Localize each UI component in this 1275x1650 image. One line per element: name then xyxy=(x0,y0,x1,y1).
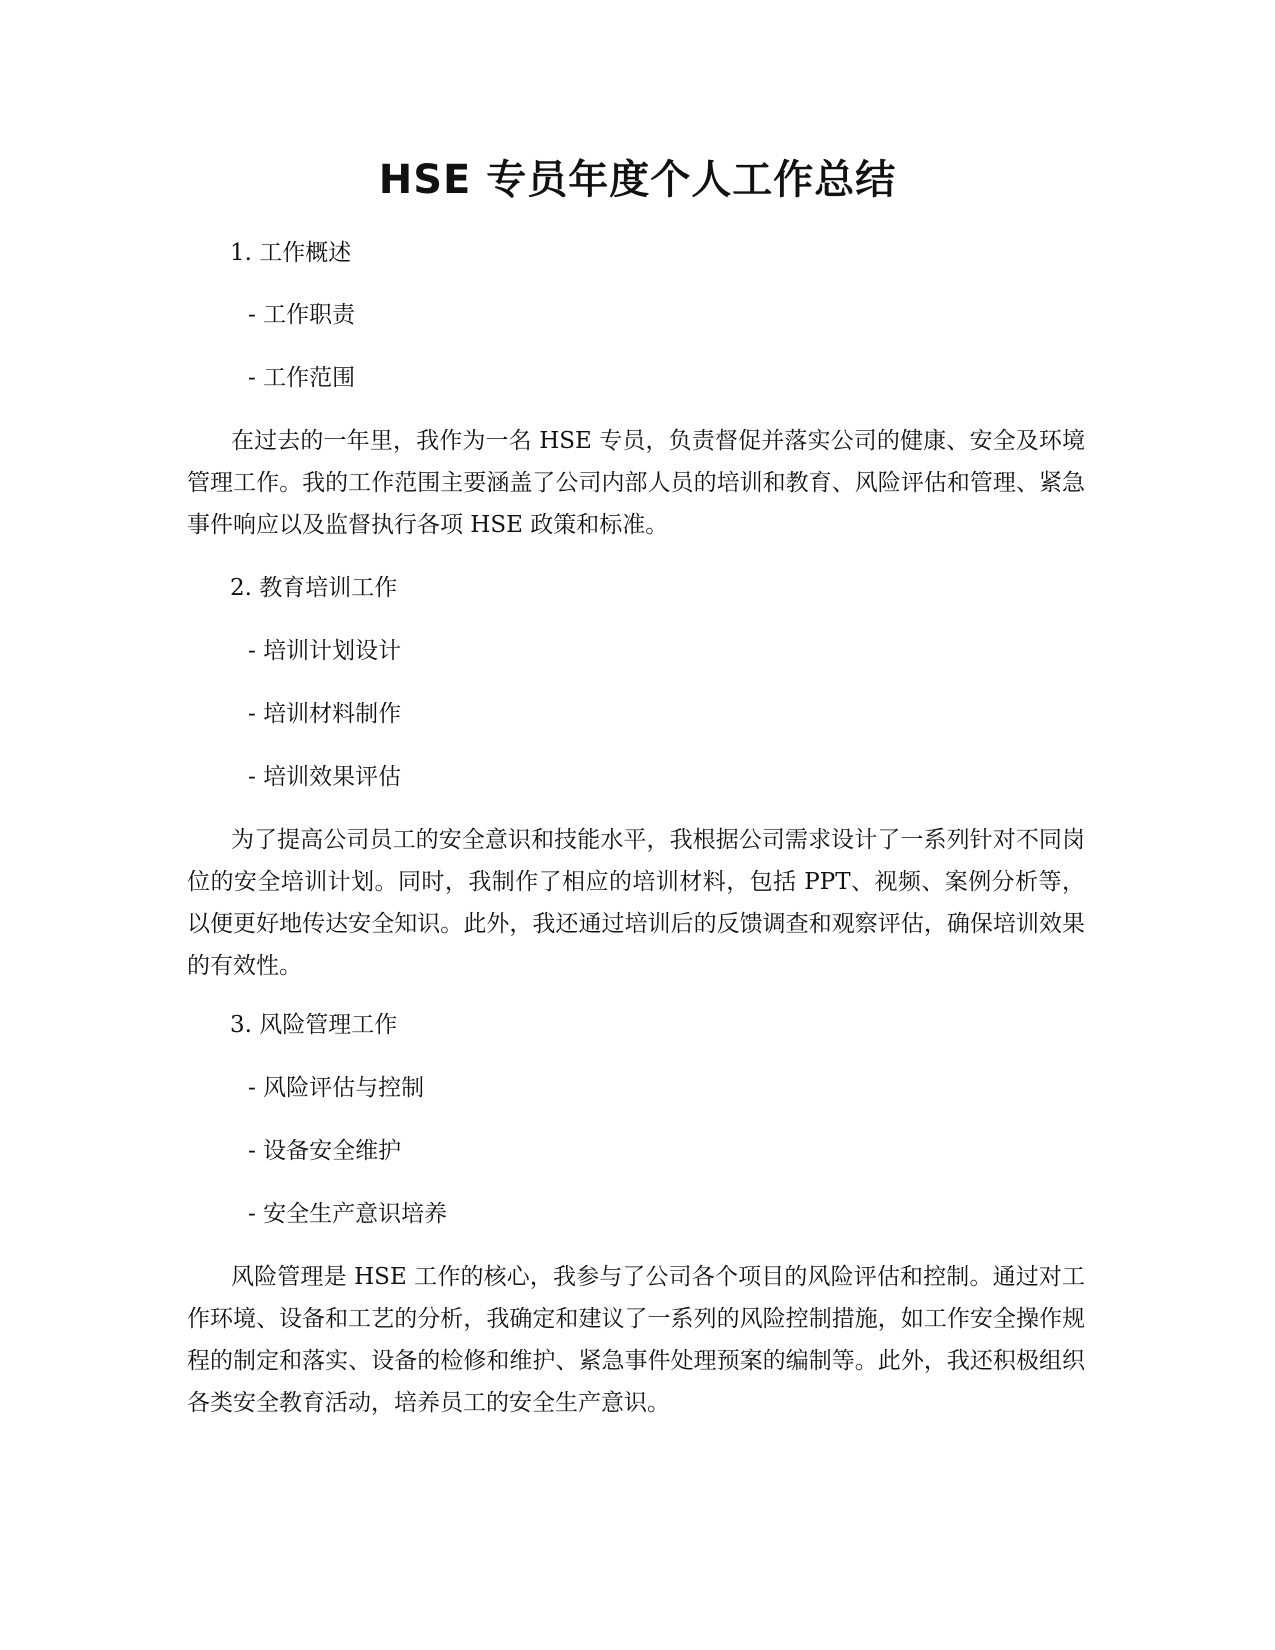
document-title: HSE 专员年度个人工作总结 xyxy=(378,157,897,203)
section-item: - 安全生产意识培养 xyxy=(248,1201,448,1227)
section-heading: 3. 风险管理工作 xyxy=(230,1012,398,1038)
section-paragraph: 在过去的一年里，我作为一名 HSE 专员，负责督促并落实公司的健康、安全及环境管理工作。我的工作范围主要涵盖了公司内部人员的培训和教育、风险评估和管理、紧急事件响应以及监督执行各项 HSE 政策和标准。 xyxy=(187,428,1085,538)
section-item: - 培训材料制作 xyxy=(248,701,402,727)
section-item: - 培训效果评估 xyxy=(248,764,402,790)
section-heading: 2. 教育培训工作 xyxy=(230,575,398,601)
section-paragraph: 风险管理是 HSE 工作的核心，我参与了公司各个项目的风险评估和控制。通过对工作环境、设备和工艺的分析，我确定和建议了一系列的风险控制措施，如工作安全操作规程的制定和落实、设备的检修和维护、紧急事件处理预案的编制等。此外，我还积极组织各类安全教育活动，培养员工的安全生产意识。 xyxy=(187,1264,1085,1416)
section-item: - 工作范围 xyxy=(248,365,356,391)
section-heading: 1. 工作概述 xyxy=(230,240,352,266)
section-paragraph: 为了提高公司员工的安全意识和技能水平，我根据公司需求设计了一系列针对不同岗位的安全培训计划。同时，我制作了相应的培训材料，包括 PPT、视频、案例分析等，以便更好地传达安全知识。此外，我还通过培训后的反馈调查和观察评估，确保培训效果的有效性。 xyxy=(187,827,1085,979)
section-item: - 风险评估与控制 xyxy=(248,1075,425,1101)
section-item: - 培训计划设计 xyxy=(248,638,402,664)
section-item: - 设备安全维护 xyxy=(248,1138,402,1164)
section-item: - 工作职责 xyxy=(248,302,356,328)
